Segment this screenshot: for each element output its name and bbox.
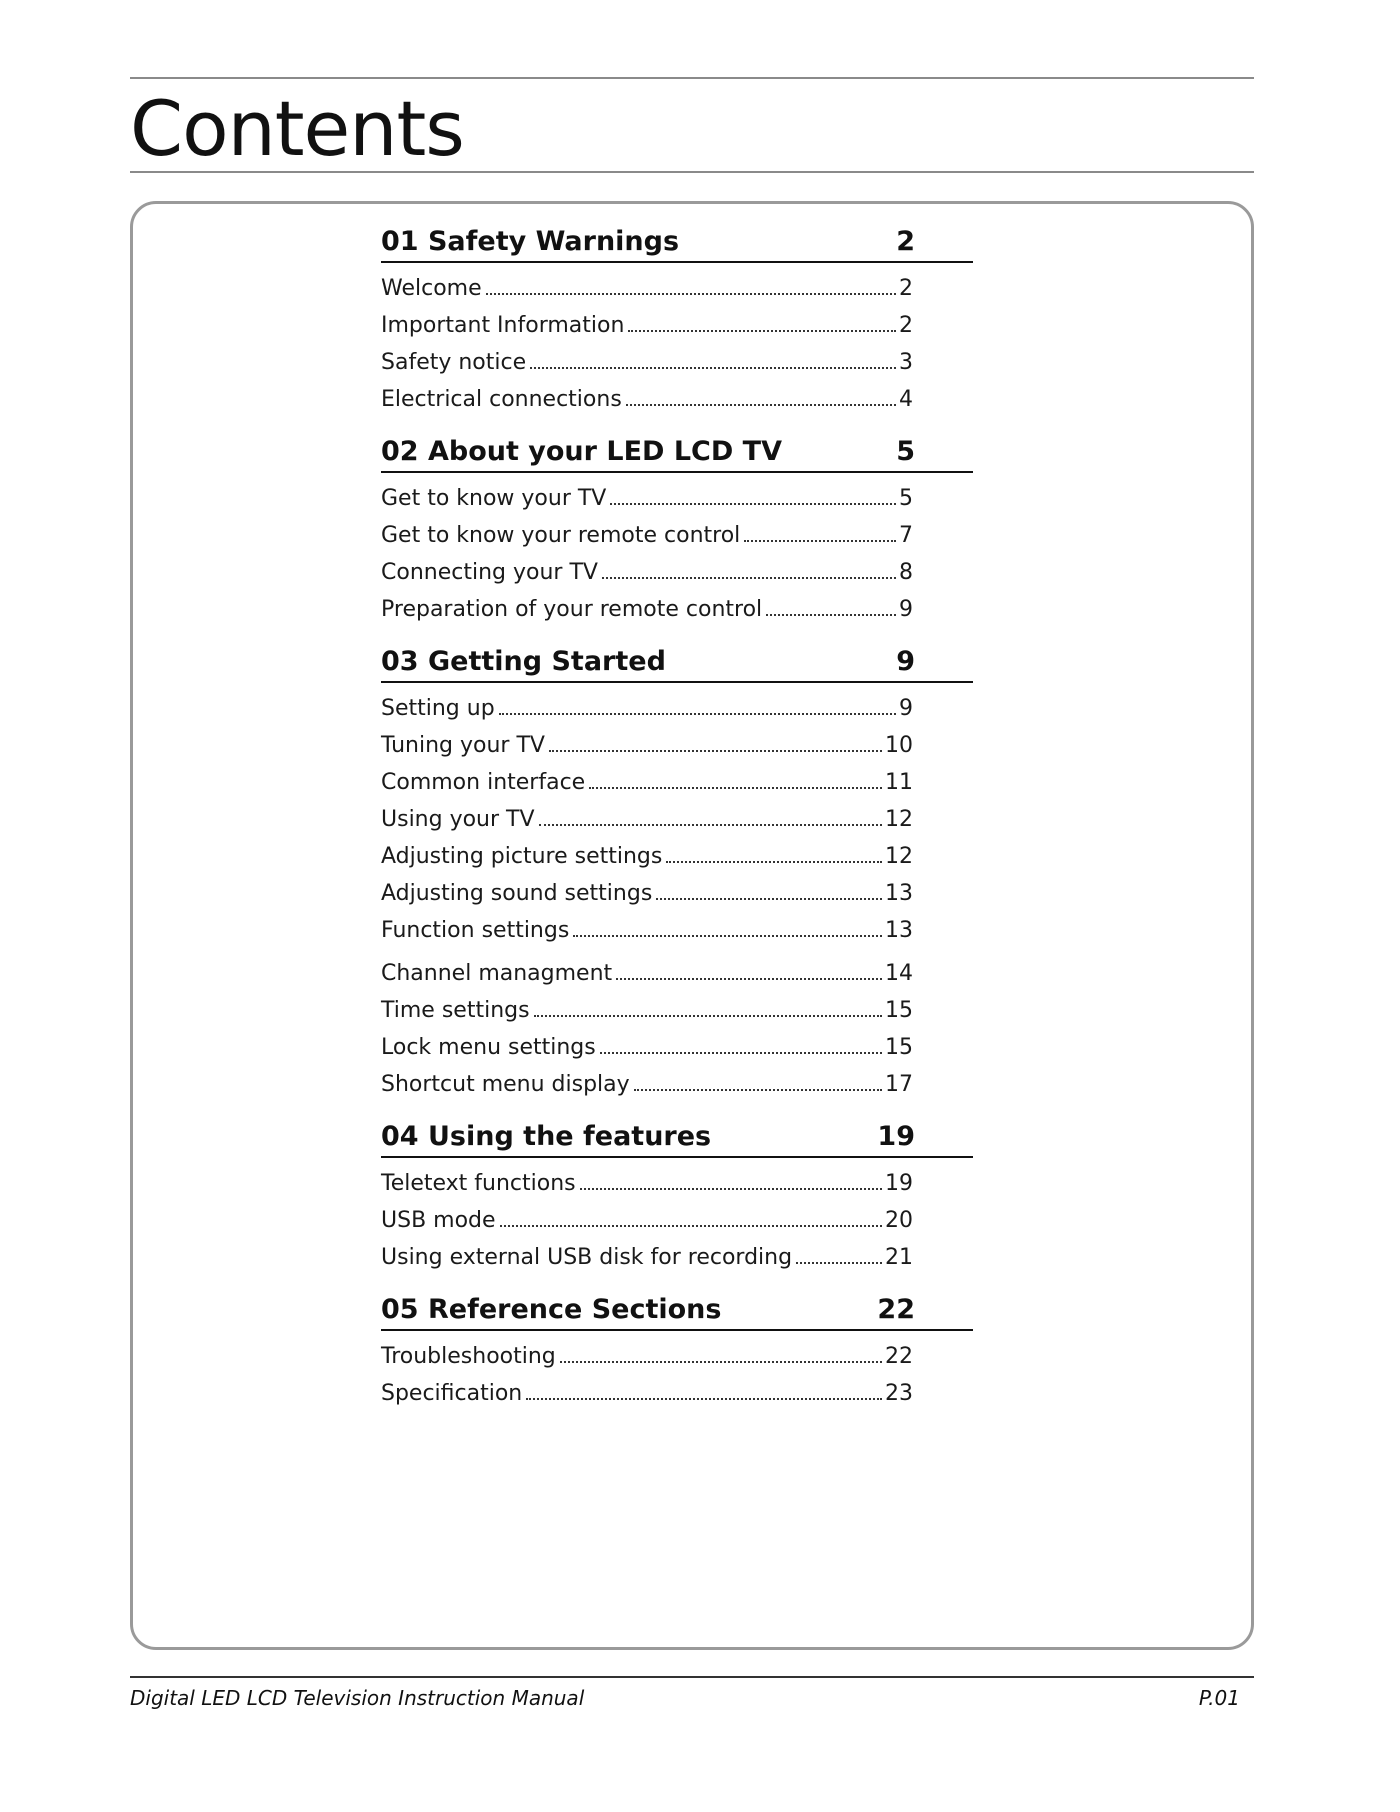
entry-page: 22	[885, 1344, 913, 1369]
section-page: 5	[896, 436, 915, 467]
toc-entry[interactable]	[381, 1066, 913, 1103]
toc-entry[interactable]	[381, 1338, 913, 1375]
section-title: 04 Using the features	[381, 1121, 712, 1152]
title-rule	[130, 171, 1254, 173]
entry-page: 13	[885, 918, 913, 943]
dot-leader	[666, 860, 882, 863]
entry-label: Tuning your TV	[381, 733, 545, 758]
entry-page: 15	[885, 1035, 913, 1060]
section-heading[interactable]	[381, 1119, 973, 1158]
toc-entry[interactable]	[381, 1375, 913, 1412]
dot-leader	[560, 1360, 882, 1363]
entry-label: Troubleshooting	[381, 1344, 556, 1369]
toc-entry[interactable]	[381, 1239, 913, 1276]
entry-page: 10	[885, 733, 913, 758]
toc-entry[interactable]	[381, 727, 913, 764]
toc-entry[interactable]	[381, 1029, 913, 1066]
toc-section-reference-sections	[381, 1292, 973, 1412]
section-page: 9	[896, 646, 915, 677]
dot-leader	[634, 1088, 882, 1091]
entry-label: Channel managment	[381, 961, 613, 986]
entry-page: 4	[899, 387, 913, 412]
entry-label: Specification	[381, 1381, 523, 1406]
dot-leader	[534, 1014, 882, 1017]
entry-page: 9	[899, 597, 913, 622]
entry-page: 5	[899, 486, 913, 511]
entry-page: 17	[885, 1072, 913, 1097]
entry-page: 2	[899, 276, 913, 301]
toc-section-about-your-tv	[381, 434, 973, 628]
dot-leader	[526, 1397, 882, 1400]
dot-leader	[610, 502, 896, 505]
toc-entry[interactable]	[381, 838, 913, 875]
entry-label: Lock menu settings	[381, 1035, 596, 1060]
dot-leader	[573, 934, 882, 937]
entry-label: Safety notice	[381, 350, 527, 375]
entry-label: Preparation of your remote control	[381, 597, 763, 622]
dot-leader	[744, 539, 896, 542]
entry-page: 12	[885, 844, 913, 869]
section-title: 05 Reference Sections	[381, 1294, 722, 1325]
dot-leader	[796, 1261, 882, 1264]
entry-label: Common interface	[381, 770, 586, 795]
entry-label: Shortcut menu display	[381, 1072, 630, 1097]
toc-entry[interactable]	[381, 875, 913, 912]
dot-leader	[628, 329, 896, 332]
section-heading[interactable]	[381, 434, 973, 473]
entry-label: Teletext functions	[381, 1171, 576, 1196]
entry-label: Get to know your TV	[381, 486, 607, 511]
section-heading[interactable]	[381, 1292, 973, 1331]
dot-leader	[580, 1187, 882, 1190]
dot-leader	[539, 823, 882, 826]
dot-leader	[626, 403, 896, 406]
section-heading[interactable]	[381, 224, 973, 263]
dot-leader	[602, 576, 896, 579]
section-page: 2	[896, 226, 915, 257]
section-page: 19	[877, 1121, 915, 1152]
toc-section-getting-started	[381, 644, 973, 1103]
entry-label: Function settings	[381, 918, 570, 943]
toc-entry[interactable]	[381, 992, 913, 1029]
entry-page: 13	[885, 881, 913, 906]
entry-page: 8	[899, 560, 913, 585]
entry-label: Electrical connections	[381, 387, 622, 412]
toc-entry[interactable]	[381, 1165, 913, 1202]
toc-entry[interactable]	[381, 344, 913, 381]
page-title: Contents	[130, 84, 464, 173]
dot-leader	[549, 749, 882, 752]
top-rule	[130, 77, 1254, 79]
entry-page: 7	[899, 523, 913, 548]
toc-section-safety-warnings	[381, 224, 973, 418]
entry-page: 2	[899, 313, 913, 338]
entry-label: USB mode	[381, 1208, 496, 1233]
dot-leader	[656, 897, 882, 900]
entry-page: 15	[885, 998, 913, 1023]
entry-page: 12	[885, 807, 913, 832]
toc-entry[interactable]	[381, 955, 913, 992]
entry-label: Important Information	[381, 313, 625, 338]
section-title: 03 Getting Started	[381, 646, 666, 677]
entry-page: 23	[885, 1381, 913, 1406]
dot-leader	[486, 292, 896, 295]
dot-leader	[589, 786, 882, 789]
section-title: 01 Safety Warnings	[381, 226, 680, 257]
section-page: 22	[877, 1294, 915, 1325]
toc-entry[interactable]	[381, 307, 913, 344]
entry-label: Adjusting picture settings	[381, 844, 663, 869]
toc-entry[interactable]	[381, 801, 913, 838]
entry-label: Connecting your TV	[381, 560, 598, 585]
toc-entry[interactable]	[381, 1202, 913, 1239]
entry-label: Using your TV	[381, 807, 535, 832]
entry-page: 14	[885, 961, 913, 986]
toc-entry[interactable]	[381, 270, 913, 307]
toc-entry[interactable]	[381, 764, 913, 801]
dot-leader	[530, 366, 896, 369]
toc-entry[interactable]	[381, 517, 913, 554]
dot-leader	[766, 613, 896, 616]
entry-label: Adjusting sound settings	[381, 881, 653, 906]
dot-leader	[600, 1051, 882, 1054]
section-heading[interactable]	[381, 644, 973, 683]
dot-leader	[616, 977, 882, 980]
toc-entry[interactable]	[381, 381, 913, 418]
entry-label: Setting up	[381, 696, 495, 721]
entry-page: 3	[899, 350, 913, 375]
entry-label: Time settings	[381, 998, 530, 1023]
footer-page-number: P.01	[1198, 1686, 1240, 1710]
entry-page: 20	[885, 1208, 913, 1233]
toc-entry[interactable]	[381, 912, 913, 949]
toc-entry[interactable]	[381, 480, 913, 517]
toc-section-using-the-features	[381, 1119, 973, 1276]
section-title: 02 About your LED LCD TV	[381, 436, 782, 467]
table-of-contents	[381, 224, 973, 1412]
entry-label: Welcome	[381, 276, 482, 301]
dot-leader	[499, 712, 896, 715]
toc-entry[interactable]	[381, 690, 913, 727]
toc-entry[interactable]	[381, 591, 913, 628]
entry-label: Using external USB disk for recording	[381, 1245, 793, 1270]
dot-leader	[500, 1224, 882, 1227]
entry-page: 11	[885, 770, 913, 795]
entry-page: 19	[885, 1171, 913, 1196]
toc-entry[interactable]	[381, 554, 913, 591]
footer-rule	[130, 1676, 1254, 1678]
entry-page: 21	[885, 1245, 913, 1270]
entry-page: 9	[899, 696, 913, 721]
entry-label: Get to know your remote control	[381, 523, 741, 548]
footer-manual-title: Digital LED LCD Television Instruction Manual	[130, 1686, 585, 1710]
